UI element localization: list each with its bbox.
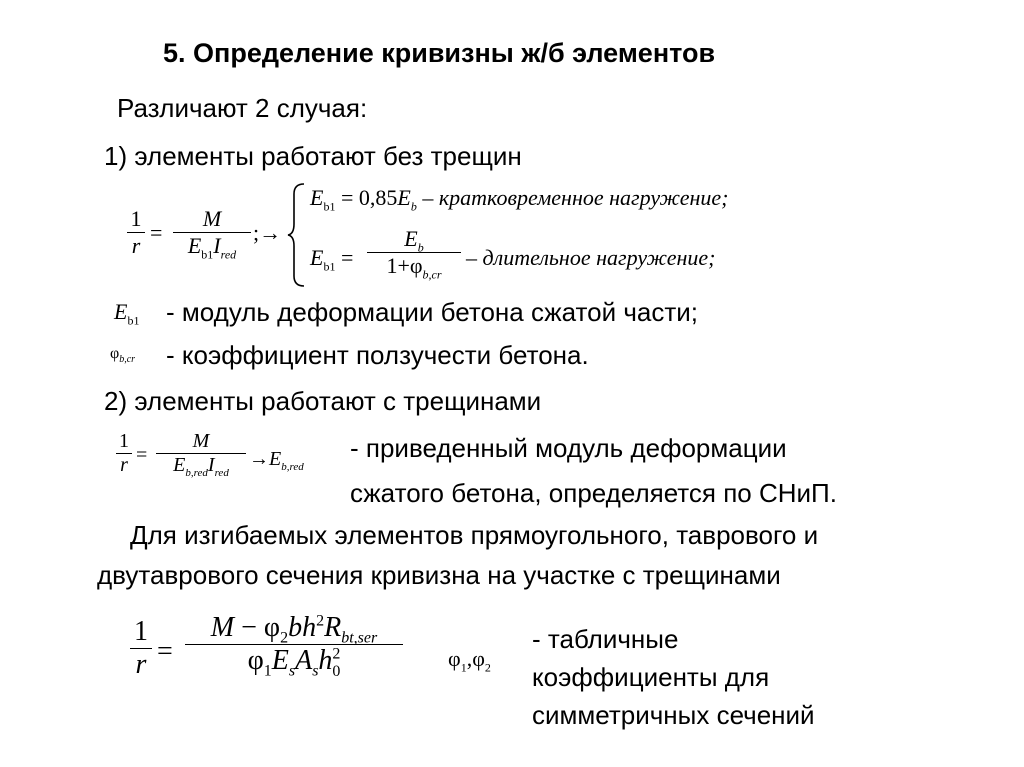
short-term-label: – кратковременное нагружение;	[422, 185, 729, 210]
bending-line2: двутаврового сечения кривизна на участке с трещинами	[97, 560, 781, 590]
modulus-desc-line2: сжатого бетона, определяется по СНиП.	[350, 478, 837, 508]
arrow-ebred: $\to E_{b,red}$	[249, 448, 304, 473]
coeffs-line3: симметричных сечений	[532, 700, 815, 730]
eb1-description: - модуль деформации бетона сжатой части;	[166, 297, 698, 327]
fraction-one-over-r-3: 1 r	[128, 616, 154, 681]
intro-text: Различают 2 случая:	[117, 93, 368, 123]
fraction-m-over-ebred-ired: M $E_{b,red}I_{red}$	[155, 430, 247, 477]
equals-sign-2: =	[136, 444, 148, 466]
eb1-symbol: $E_{b1}$ =	[310, 245, 354, 274]
fraction-eb-over-1-plus-phi: $E_b$ $1+\varphi_{b,cr}$	[366, 226, 462, 279]
case2-label: 2) элементы работают с трещинами	[104, 386, 542, 416]
eb1-short-term-formula: $E_{b1} = 0,85E_b$ – кратковременное нагружение;	[310, 185, 729, 214]
coeffs-line2: коэффициенты для	[532, 662, 770, 692]
equals-sign-3: =	[157, 636, 173, 667]
page-title: 5. Определение кривизны ж/б элементов	[163, 38, 716, 68]
phi-description: - коэффициент ползучести бетона.	[166, 340, 589, 370]
eb1-symbol-desc: $E_{b1}$	[114, 299, 140, 328]
case1-label: 1) элементы работают без трещин	[104, 141, 522, 171]
fraction-m-over-eb1-ired: M $E_{b1}I_{red}$	[172, 206, 252, 259]
fraction-one-over-r: 1 r	[125, 206, 147, 259]
phi1-phi2-symbols: $\varphi_1,\varphi_2$	[448, 646, 491, 675]
coeffs-line1: - табличные	[532, 624, 679, 654]
equals-sign: =	[150, 220, 163, 245]
brace-icon	[286, 182, 306, 288]
fraction-one-over-r-2: 1 r	[113, 430, 135, 477]
modulus-desc-line1: - приведенный модуль деформации	[350, 433, 787, 463]
fraction-main: $M - \varphi_2bh^2R_{bt,ser}$ $\varphi_1E_sA_sh^2_0$	[184, 612, 404, 677]
semicolon-arrow: ;→	[253, 220, 282, 245]
phi-bcr-symbol: $\varphi_{b,cr}$	[110, 345, 136, 366]
bending-line1: Для изгибаемых элементов прямоугольного, таврового и	[130, 520, 819, 550]
long-term-label: – длительное нагружение;	[466, 245, 716, 270]
